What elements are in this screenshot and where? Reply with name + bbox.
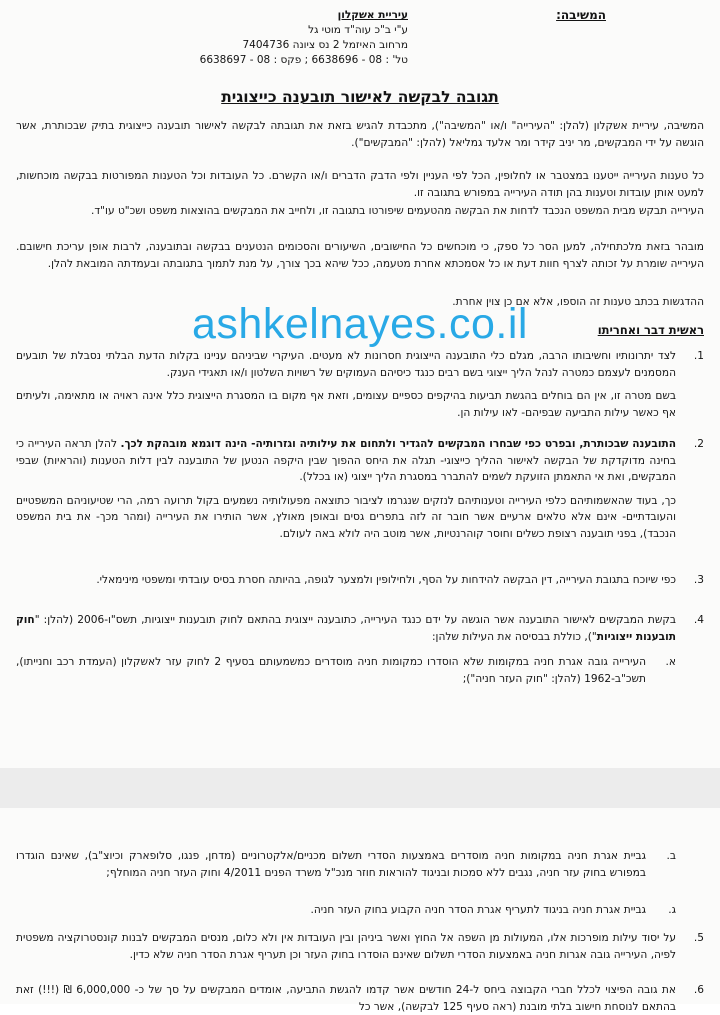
- item-number: 6.: [693, 984, 704, 996]
- document-page-2: [0, 808, 720, 1013]
- respondent-name: עיריית אשקלון: [337, 9, 408, 21]
- item-number: 1.: [693, 350, 704, 362]
- item-text-before: בקשת המבקשים לאישור התובענה אשר הוגשה על ידם כנגד העירייה, כתובענה ייצוגית בהתאם לחוק תובענות ייצוגיות, תשס"ו-2006 (להלן: ": [34, 614, 676, 626]
- numbered-item-3: [16, 572, 704, 589]
- page-separator: [0, 768, 720, 808]
- respondent-label: המשיבה:: [556, 8, 606, 22]
- item-paragraph: את גובה הפיצוי לכלל חברי הקבוצה ביחס ל-24 חודשים אשר קדמו להגשת התביעה, אומדים המבקשים על סך של כ- 6,000,000 ₪ (!!!) זאת בהתאם לנוסחת חישוב בלתי מובנת (ראה סעיף 125 לבקשה), אשר כל: [16, 984, 676, 1013]
- emphasis-note: ההדגשות בכתב טענות זה הוספו, אלא אם כן צוין אחרת.: [452, 296, 704, 308]
- sub-item-b: [16, 848, 676, 881]
- section-heading: ראשית דבר ואחריתו: [597, 323, 704, 337]
- item-number: 5.: [693, 932, 704, 944]
- sub-item-letter: ג.: [668, 904, 676, 916]
- respondent-address: מרחוב האיזמל 2 נס ציונה 7404736: [242, 39, 408, 51]
- item-lead-rest: להלן תראה העירייה כי בחינה מדוקדקת של הבקשה לאישור ההליך כייצוגי- תגלה את היחס ההפוך שבין היקפה הנטען של התובענה לבין דלות הטענות (והראיות) שבפי המבקשים, ואת אי התאמתן הזועקת לשמים להתברר במסגרת הליך ייצוגי (או בכלל).: [16, 438, 676, 484]
- item-paragraph: על יסוד עילות מופרכות אלו, המעולות מן השפה אל החוץ ואשר ביניהן ובין העובדות אין ולא כלום, מנסים המבקשים לבנות קונסטרוקציה משפטית לפיה, העירייה גובה אגרות חניה באמצעות הסדרי תשלום שאינם הוסדרו בחוק העזר וכן תעריף אגרת הסדר חניה שלא כדין.: [16, 932, 676, 961]
- sub-item-a: [16, 654, 676, 687]
- claims-paragraph: כל טענות העירייה ייטענו במצטבר או לחלופין, הכל לפי העניין ולפי הדבק הדברים ו/או הקשרם. כל העובדות וכל הטענות המפורטות בבקשה מוכחשות, למעט אותן עובדות וטענות בהן תודה העירייה במפורש בתגובה זו.: [16, 170, 704, 199]
- item-paragraph: לצד יתרונותיו וחשיבותו הרבה, מגלם כלי התובענה הייצוגית חסרונות לא מעטים. העיקרי שביניהם עניינו בקלות הדעת הבלתי נסבלת של תובעים המסמנים לעצמם כמטרה לנהל הליך ייצוגי בשם רבים כנגד כיסיהם העמוקים של רשויות השלטון ו/או תאגידי הענק.: [16, 350, 676, 379]
- sub-item-letter: א.: [665, 656, 676, 668]
- numbered-item-4: [16, 612, 704, 645]
- sub-item-text: גביית אגרת חניה בניגוד לתעריף אגרת הסדר חניה הקבוע בחוק העזר חניה.: [310, 904, 646, 916]
- item-paragraph: בשם מטרה זו, אין הם בוחלים בהגשת תביעות בהיקפים כספיים עצומים, וזאת אף מקום בו המסגרת הייצוגית כלל אינה ראויה או מתאימה, ולעיתים אף כאשר עילות התביעה שבפיהם- לאו עילות הן.: [16, 390, 676, 419]
- sub-item-g: [16, 902, 676, 919]
- item-paragraph: [16, 612, 676, 645]
- sub-item-text: העירייה גובה אגרת חניה במקומות שלא הוסדרו כמקומות חניה מוסדרים כמשמעותם בסעיף 2 לחוק עזר לאשקלון (העמדת רכב וחנייתו), תשכ"ב-1962 (להלן: "חוק העזר חניה");: [16, 656, 646, 685]
- respondent-counsel: ע"י ב"כ עוה"ד מוטי גל: [308, 24, 408, 36]
- clarification-paragraph: מובהר בזאת מלכתחילה, למען הסר כל ספק, כי מוכחשים כל החישובים, השיעורים והסכומים הנטענים בבקשה ובתובענה, לרבות אופן עריכת חישובם. העירייה שומרת על זכותה לצרף חוות דעת או כל אסמכתא אחרת מטעמה, ככל שיהא בכך צורך, על מנת לתמוך בתגובתה ובעמדתה המובאת להלן.: [16, 241, 704, 270]
- respondent-phone-fax: טל' : 08 - 6638696 ; פקס : 08 - 6638697: [199, 54, 408, 66]
- sub-item-text: גביית אגרת חניה במקומות חניה מוסדרים באמצעות הסדרי תשלום מכניים/אלקטרוניים (מדחן, פנגו, סלופארק וכיוצ"ב), שאינם הוגדרו במפורש בחוק עזר חניה, נגבים ללא סמכות ובניגוד להוראות חוזר מנכ"ל משרד הפנים 4/2011 וחוק העזר חניה המוחלף;: [16, 850, 646, 879]
- numbered-item-6: [16, 982, 704, 1015]
- item-paragraph: כך, בעוד שהאשמותיהם כלפי העירייה וטענותיהם לנזקים שנגרמו לציבור כתוצאה מפעולותיה נשמעים בקול תרועה רמה, הרי שטיעוניהם המשפטיים והעובדתיים- אינם אלא טלאים ארעיים אשר חובר זה לזה בתפרים גסים ובאופן מאולץ, אשר הותירו את העירייה (ומהר מכך- את בית המשפט הנכבד), בפני תובענה רצופת כשלים וחוסר קוהרנטיות, אשר מוטב היה לולא באה לעולם.: [16, 494, 676, 540]
- item-number: 2.: [693, 438, 704, 450]
- item-paragraph: כפי שיוכח בתגובת העירייה, דין הבקשה להידחות על הסף, ולחילופין ולמצער לגופה, בהיותה חסרת בסיס עובדתי ומשפטי מינימאלי.: [96, 574, 676, 586]
- request-paragraph: העירייה תבקש מבית המשפט הנכבד לדחות את הבקשה מהטעמים שיפורטו בתגובה זו, ולחייב את המבקשים בהוצאות משפט ושכ"ט עו"ד.: [91, 205, 704, 217]
- numbered-item-2: [16, 436, 704, 550]
- item-text-after: "), כוללת בבסיסה את העילות שלהן:: [431, 630, 597, 643]
- item-bold-lead: התובענה שבכותרת, ובפרט כפי שבחרו המבקשים להגדיר ולתחום את עילותיה וגזרותיה- הינה דוגמא מובהקת לכך.: [120, 438, 676, 450]
- item-number: 3.: [693, 574, 704, 586]
- respondent-details: [158, 8, 408, 68]
- numbered-item-5: [16, 930, 704, 963]
- item-bold-term: חוק תובענות ייצוגיות: [16, 614, 676, 643]
- document-title: תגובה לבקשה לאישור תובענה כייצוגית: [221, 88, 499, 106]
- intro-paragraph: המשיבה, עיריית אשקלון (להלן: "העירייה" ו/או "המשיבה"), מתכבדת להגיש בזאת את תגובתה לבקשה לאישור תובענה כייצוגית בתיק שבכותרת, אשר הוגשה על ידי המבקשים, מר יניב קידר ומר אלעד גמליאל (להלן: "המבקשים").: [16, 120, 704, 149]
- site-watermark: ashkelnayes.co.il: [192, 300, 528, 348]
- item-paragraph: [16, 436, 676, 486]
- numbered-item-1: [16, 348, 704, 428]
- item-number: 4.: [693, 614, 704, 626]
- sub-item-letter: ב.: [666, 850, 676, 862]
